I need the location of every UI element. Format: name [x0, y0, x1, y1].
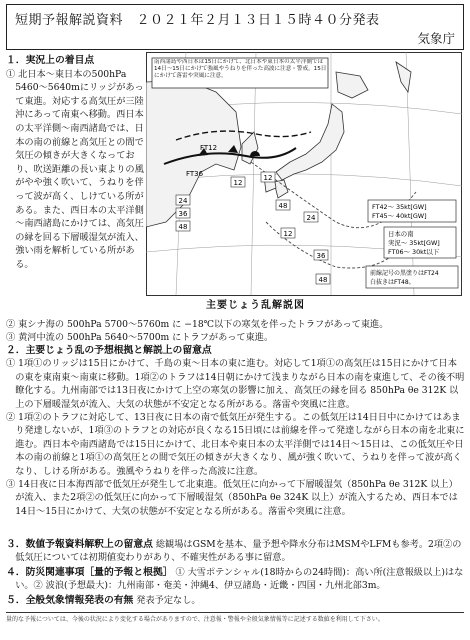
- header-box: [6, 4, 464, 50]
- section-1-heading: １．実況上の着目点: [6, 55, 95, 66]
- hour-48-label-a: 48: [278, 202, 288, 210]
- document-title: 短期予報解説資料 ２０２１年２月１３日１５時４０分発表: [15, 13, 380, 28]
- section-5-text: 発表予定なし。: [136, 595, 201, 606]
- map-caption: 主要じょう乱解説図: [206, 300, 305, 311]
- wind-note-2: FT45～ 40kt[GW]: [372, 212, 427, 220]
- hour-48-label-c: 48: [318, 276, 328, 284]
- section-3-heading: ３．数値予報資料解釈上の留意点: [6, 539, 153, 550]
- ft12-label: FT12: [200, 144, 218, 152]
- hour-12-label-b: 12: [263, 174, 273, 182]
- section-3-text: 総観場はGSMを基本、量予想や降水分布はMSMやLFMも参考。2項②の低気圧については初期値変わりがあり、不確実性がある事に留意。: [15, 539, 462, 564]
- section-1-item-3: ③ 黄河中流の 500hPa 5640～5700m にトラフがあって東進。: [6, 332, 274, 344]
- section-1-item-1: ① 北日本～東日本の500hPa 5460～5640mにリッジがあって東進。対応する高気圧が三陸沖にあって南東へ移動。西日本の太平洋側～南西諸島では、日本の南の前線と高気圧との間で気圧の傾きが大きくなっており、吹送距離の長い東よりの風がやや強く吹いて、うねりを伴って波が高く、しけている所がある。また、西日本の太平洋側～南西諸島にかけては、高気圧の縁を回る下層暖湿気が流入、強い雨を解析している所がある。: [6, 68, 144, 270]
- south-sea-note-2: FT06～ 30kt以下: [388, 248, 440, 256]
- disturbance-map: [146, 52, 462, 314]
- wind-note-1: FT42～ 35kt[GW]: [372, 203, 427, 211]
- hour-12-label-c: 12: [283, 230, 293, 238]
- hour-24-label-a: 24: [178, 197, 188, 205]
- section-4-heading: ４．防災関連事項［量的予報と根拠］: [6, 567, 173, 578]
- section-3: [6, 538, 466, 565]
- section-5: [6, 594, 466, 607]
- section-2-heading: ２．主要じょう乱の予想根拠と解説上の留意点: [6, 345, 212, 356]
- section-2-item-1: ① 1項①のリッジは15日にかけて、千島の東～日本の東に進む。対応して1項①の高気圧は15日にかけて日本の東を東南東～南東に移動。1項②のトラフは14日朝にかけて浅まりながら日本の南を東進して、その後不明瞭化する。九州南部では13日夜にかけて上空の寒気の影響に加え、高気圧の縁を回る 850hPa θe 312K 以上の下層暖湿気が流入、大気の状態が不安定となる所がある。落雷や突風に注意。: [6, 358, 465, 410]
- section-1-item-2: ② 東シナ海の 500hPa 5700～5760m に −18℃以下の寒気を伴ったトラフがあって東進。: [6, 319, 389, 330]
- section-2: [6, 344, 466, 518]
- hour-36-label-b: 36: [316, 252, 326, 260]
- hour-36-label-a: 36: [178, 210, 188, 218]
- section-4: [6, 566, 466, 593]
- section-1-continued: [6, 318, 464, 345]
- hour-12-label-a: 12: [233, 179, 243, 187]
- hour-48-label-b: 48: [178, 223, 188, 231]
- section-5-paragraph: [6, 594, 466, 607]
- footnote: 量的な予報については、今後の状況により変化する場合がありますので、注意報・警報や全般気象情報等に記述する数値を利用して下さい。: [6, 612, 464, 624]
- section-2-item-2: ② 1項②のトラフに対応して、13日夜に日本の南で低気圧が発生する。この低気圧は14日日中にかけてはあまり発達しないが、1項③のトラフとの対応が良くなる15日頃には前線を伴って発達しながら日本の南を北東に進む。西日本や南西諸島では15日にかけて、北日本や東日本の太平洋側では14日～15日は、この低気圧や日本の南の前線と1項①の高気圧との間で気圧の傾きが大きくなり、風が強く吹いて、うねりを伴って波が高くなり、しける所がある。強風やうねりを伴った高波に注意。: [6, 412, 465, 477]
- south-sea-note-1: 実況～ 35kt[GW]: [388, 239, 440, 247]
- section-4-text: ① 大雪ポテンシャル(18時からの24時間)：高い所(注意報級以上)はない。② 波浪(予想最大)：九州南部・奄美・沖縄4、伊豆諸島・近畿・四国・九州北部3m。: [15, 567, 464, 592]
- map-svg: [146, 52, 462, 314]
- section-5-heading: ５．全般気象情報発表の有無: [6, 595, 134, 606]
- section-3-paragraph: [6, 538, 466, 565]
- south-sea-title: 日本の南: [388, 230, 414, 238]
- front-legend-2: 白抜きはFT48。: [370, 279, 415, 286]
- front-legend-1: 前線記号の黒塗りはFT24: [370, 270, 439, 277]
- section-4-paragraph: [6, 566, 466, 593]
- section-2-item-3: ③ 14日夜に日本海西部で低気圧が発生して北東進。低気圧に向かって下層暖湿気（850hPa θe 312K 以上）が流入、また2項②の低気圧に向かって下層暖湿気（850hPa θe 324K 以上）が流入するため、西日本では14日～15日にかけて、大気の状態が不安定となる所がある。落雷や突風に注意。: [6, 479, 458, 517]
- map-note: 南西諸島や西日本は15日にかけて、北日本や東日本の太平洋側では14日～15日にかけて強風やうねりを伴った高波に注意・警戒。15日にかけて落雷や突風に注意。: [154, 59, 327, 79]
- hour-24-label-b: 24: [306, 214, 316, 222]
- section-1: [6, 54, 144, 272]
- issuer-label: 気象庁: [417, 31, 455, 46]
- ft36-label: FT36: [186, 170, 204, 178]
